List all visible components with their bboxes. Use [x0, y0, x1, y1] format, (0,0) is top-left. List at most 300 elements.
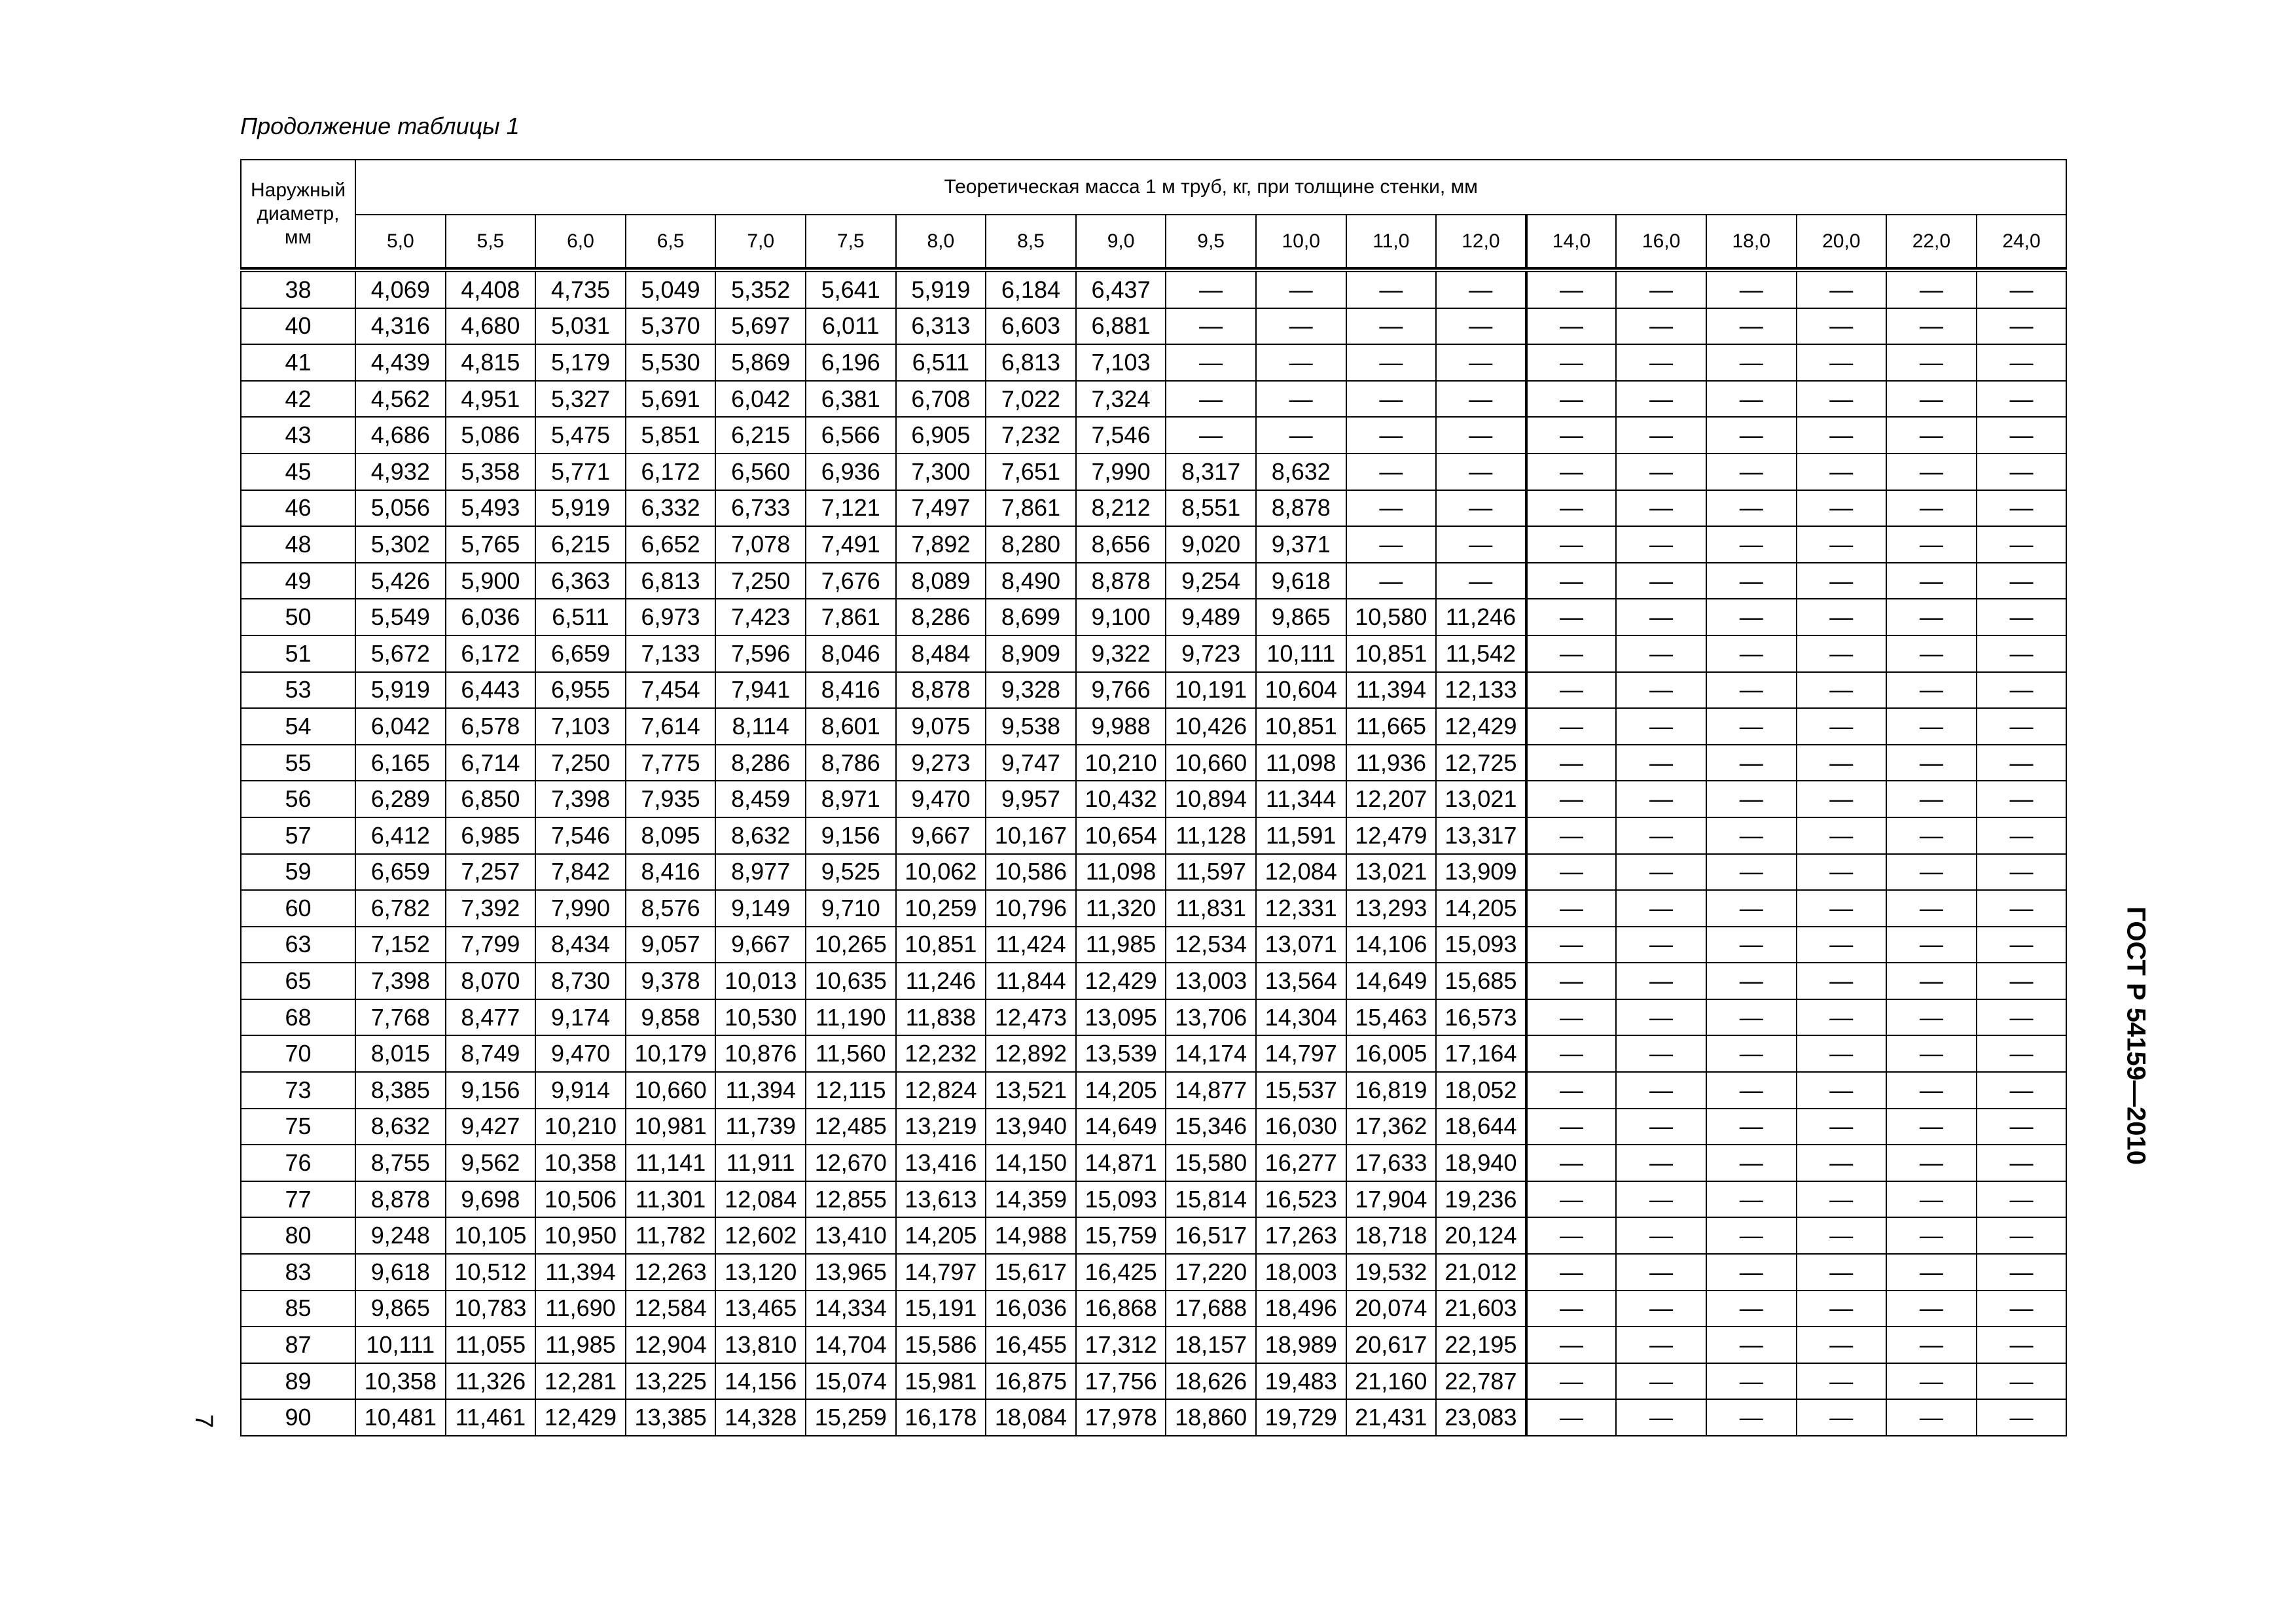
mass-cell: 9,865	[355, 1291, 446, 1327]
mass-cell: —	[1346, 270, 1437, 308]
mass-cell: 6,714	[446, 745, 536, 781]
mass-cell: 12,473	[986, 999, 1076, 1036]
mass-cell: 5,771	[535, 454, 626, 490]
thickness-header-cell: 5,5	[446, 215, 536, 268]
mass-cell: 11,844	[986, 963, 1076, 999]
mass-cell: 10,981	[626, 1109, 716, 1145]
mass-cell: 17,263	[1256, 1217, 1346, 1254]
mass-cell: 11,301	[626, 1181, 716, 1218]
mass-cell: 12,232	[896, 1035, 986, 1072]
mass-cell: —	[1977, 1217, 2067, 1254]
mass-cell: 10,191	[1166, 672, 1256, 709]
mass-cell: —	[1797, 672, 1887, 709]
mass-cell: 5,530	[626, 344, 716, 381]
thickness-header-cell: 22,0	[1886, 215, 1977, 268]
table-row	[241, 745, 2066, 781]
mass-cell: 6,215	[535, 526, 626, 563]
mass-cell: 9,766	[1076, 672, 1166, 709]
mass-cell: —	[1436, 270, 1526, 308]
mass-cell: 6,603	[986, 308, 1076, 345]
mass-cell: 5,672	[355, 635, 446, 672]
mass-table	[240, 159, 2067, 1436]
mass-cell: —	[1797, 381, 1887, 418]
mass-cell: 17,164	[1436, 1035, 1526, 1072]
mass-cell: 20,617	[1346, 1327, 1437, 1363]
mass-cell: 13,909	[1436, 854, 1526, 891]
mass-cell: —	[1977, 1363, 2067, 1400]
mass-cell: 11,665	[1346, 708, 1437, 745]
mass-cell: 13,095	[1076, 999, 1166, 1036]
mass-cell: —	[1526, 1399, 1617, 1436]
table-row	[241, 526, 2066, 563]
mass-cell: 7,152	[355, 927, 446, 963]
mass-cell: 5,056	[355, 490, 446, 527]
mass-cell: 9,075	[896, 708, 986, 745]
mass-cell: 8,070	[446, 963, 536, 999]
mass-cell: 11,320	[1076, 890, 1166, 927]
table-row	[241, 1181, 2066, 1218]
mass-cell: —	[1346, 381, 1437, 418]
mass-cell: —	[1526, 563, 1617, 599]
mass-cell: —	[1886, 454, 1977, 490]
mass-cell: 6,443	[446, 672, 536, 709]
mass-cell: 15,814	[1166, 1181, 1256, 1218]
mass-cell: 4,735	[535, 270, 626, 308]
mass-cell: 10,111	[355, 1327, 446, 1363]
mass-cell: —	[1797, 490, 1887, 527]
mass-cell: 6,196	[806, 344, 896, 381]
mass-cell: —	[1436, 344, 1526, 381]
mass-cell: 9,470	[535, 1035, 626, 1072]
mass-cell: —	[1616, 890, 1706, 927]
mass-cell: —	[1886, 599, 1977, 635]
mass-cell: 13,465	[715, 1291, 806, 1327]
mass-cell: 10,851	[896, 927, 986, 963]
table-row	[241, 417, 2066, 454]
mass-cell: —	[1977, 745, 2067, 781]
mass-cell: 18,084	[986, 1399, 1076, 1436]
mass-cell: 12,084	[1256, 854, 1346, 891]
mass-cell: 4,686	[355, 417, 446, 454]
mass-cell: —	[1977, 1327, 2067, 1363]
mass-cell: 20,124	[1436, 1217, 1526, 1254]
mass-cell: 18,989	[1256, 1327, 1346, 1363]
mass-cell: 14,205	[1436, 890, 1526, 927]
mass-cell: —	[1977, 1035, 2067, 1072]
mass-cell: —	[1977, 308, 2067, 345]
mass-cell: —	[1616, 1291, 1706, 1327]
thickness-header-cell: 10,0	[1256, 215, 1346, 268]
mass-cell: —	[1977, 1145, 2067, 1181]
mass-cell: 10,481	[355, 1399, 446, 1436]
mass-cell: —	[1706, 417, 1797, 454]
mass-cell: 10,635	[806, 963, 896, 999]
mass-cell: 11,831	[1166, 890, 1256, 927]
mass-cell: 6,313	[896, 308, 986, 345]
mass-cell: —	[1797, 1327, 1887, 1363]
mass-cell: —	[1706, 1035, 1797, 1072]
mass-cell: —	[1886, 1109, 1977, 1145]
mass-cell: 8,786	[806, 745, 896, 781]
mass-cell: 15,586	[896, 1327, 986, 1363]
mass-cell: 12,429	[1436, 708, 1526, 745]
diameter-cell: 85	[241, 1291, 355, 1327]
mass-cell: —	[1886, 854, 1977, 891]
mass-cell: 6,813	[986, 344, 1076, 381]
mass-cell: 8,878	[355, 1181, 446, 1218]
mass-cell: 19,729	[1256, 1399, 1346, 1436]
mass-cell: —	[1526, 672, 1617, 709]
thickness-header-cell: 7,0	[715, 215, 806, 268]
mass-cell: 6,184	[986, 270, 1076, 308]
mass-cell: 5,919	[896, 270, 986, 308]
mass-cell: 7,775	[626, 745, 716, 781]
mass-cell: 12,824	[896, 1072, 986, 1109]
mass-cell: —	[1526, 417, 1617, 454]
mass-cell: —	[1797, 1399, 1887, 1436]
mass-cell: 18,496	[1256, 1291, 1346, 1327]
mass-cell: —	[1886, 927, 1977, 963]
mass-cell: —	[1706, 817, 1797, 854]
diameter-cell: 87	[241, 1327, 355, 1363]
mass-cell: 16,036	[986, 1291, 1076, 1327]
mass-cell: —	[1977, 344, 2067, 381]
mass-cell: —	[1706, 963, 1797, 999]
table-row	[241, 1363, 2066, 1400]
mass-cell: 6,289	[355, 781, 446, 817]
mass-cell: 10,167	[986, 817, 1076, 854]
mass-cell: 8,977	[715, 854, 806, 891]
mass-cell: 7,941	[715, 672, 806, 709]
mass-cell: 8,286	[896, 599, 986, 635]
mass-cell: —	[1616, 1109, 1706, 1145]
mass-cell: 10,512	[446, 1254, 536, 1291]
mass-cell: 5,475	[535, 417, 626, 454]
mass-cell: 8,576	[626, 890, 716, 927]
table-row	[241, 599, 2066, 635]
mass-cell: —	[1526, 1035, 1617, 1072]
table-row	[241, 490, 2066, 527]
thickness-header-cell: 9,0	[1076, 215, 1166, 268]
diameter-cell: 60	[241, 890, 355, 927]
mass-cell: 10,265	[806, 927, 896, 963]
mass-cell: —	[1346, 526, 1437, 563]
mass-cell: —	[1256, 344, 1346, 381]
mass-cell: 11,936	[1346, 745, 1437, 781]
mass-cell: 17,362	[1346, 1109, 1437, 1145]
mass-cell: —	[1706, 563, 1797, 599]
mass-cell: 13,521	[986, 1072, 1076, 1109]
mass-cell: —	[1526, 308, 1617, 345]
mass-cell: 8,878	[1256, 490, 1346, 527]
mass-cell: 9,156	[806, 817, 896, 854]
table-row	[241, 854, 2066, 891]
mass-cell: —	[1797, 781, 1887, 817]
mass-cell: 14,797	[896, 1254, 986, 1291]
mass-cell: 7,546	[1076, 417, 1166, 454]
mass-cell: —	[1166, 270, 1256, 308]
mass-cell: 5,900	[446, 563, 536, 599]
mass-cell: 10,604	[1256, 672, 1346, 709]
mass-cell: 8,416	[626, 854, 716, 891]
mass-cell: —	[1526, 1327, 1617, 1363]
table-row	[241, 563, 2066, 599]
mass-cell: —	[1526, 817, 1617, 854]
mass-cell: —	[1616, 1254, 1706, 1291]
mass-cell: —	[1346, 563, 1437, 599]
mass-cell: —	[1436, 490, 1526, 527]
mass-cell: —	[1616, 1035, 1706, 1072]
mass-cell: —	[1706, 1109, 1797, 1145]
mass-cell: 9,254	[1166, 563, 1256, 599]
table-row	[241, 1072, 2066, 1109]
mass-cell: —	[1797, 1072, 1887, 1109]
mass-cell: 6,042	[355, 708, 446, 745]
mass-cell: 10,426	[1166, 708, 1256, 745]
mass-cell: 6,011	[806, 308, 896, 345]
mass-cell: —	[1526, 1291, 1617, 1327]
mass-cell: 12,429	[1076, 963, 1166, 999]
mass-cell: 7,103	[535, 708, 626, 745]
mass-cell: —	[1977, 526, 2067, 563]
table-row	[241, 927, 2066, 963]
mass-cell: 9,378	[626, 963, 716, 999]
diameter-cell: 41	[241, 344, 355, 381]
table-row	[241, 708, 2066, 745]
diameter-cell: 77	[241, 1181, 355, 1218]
mass-cell: 8,755	[355, 1145, 446, 1181]
mass-cell: —	[1436, 417, 1526, 454]
mass-cell: —	[1886, 526, 1977, 563]
mass-cell: 5,426	[355, 563, 446, 599]
mass-cell: —	[1886, 963, 1977, 999]
mass-cell: 8,317	[1166, 454, 1256, 490]
mass-cell: 21,603	[1436, 1291, 1526, 1327]
mass-cell: —	[1166, 417, 1256, 454]
diameter-cell: 49	[241, 563, 355, 599]
mass-cell: —	[1166, 344, 1256, 381]
mass-cell: 13,416	[896, 1145, 986, 1181]
mass-cell: —	[1526, 635, 1617, 672]
mass-cell: —	[1797, 308, 1887, 345]
mass-cell: —	[1616, 635, 1706, 672]
mass-cell: 14,156	[715, 1363, 806, 1400]
mass-cell: —	[1886, 745, 1977, 781]
diameter-cell: 89	[241, 1363, 355, 1400]
mass-cell: 9,747	[986, 745, 1076, 781]
mass-cell: —	[1886, 672, 1977, 709]
thickness-header-cell: 12,0	[1436, 215, 1526, 268]
thickness-header-cell: 7,5	[806, 215, 896, 268]
mass-cell: 12,281	[535, 1363, 626, 1400]
mass-cell: 6,437	[1076, 270, 1166, 308]
mass-cell: 10,894	[1166, 781, 1256, 817]
mass-cell: 12,479	[1346, 817, 1437, 854]
mass-cell: 7,103	[1076, 344, 1166, 381]
mass-cell: 8,699	[986, 599, 1076, 635]
mass-cell: —	[1346, 344, 1437, 381]
mass-cell: —	[1706, 526, 1797, 563]
mass-cell: 18,052	[1436, 1072, 1526, 1109]
mass-cell: 8,286	[715, 745, 806, 781]
mass-cell: 6,881	[1076, 308, 1166, 345]
mass-cell: 10,796	[986, 890, 1076, 927]
mass-cell: 7,257	[446, 854, 536, 891]
mass-cell: 10,210	[535, 1109, 626, 1145]
mass-cell: —	[1436, 526, 1526, 563]
mass-cell: —	[1886, 1217, 1977, 1254]
mass-cell: —	[1526, 1145, 1617, 1181]
mass-cell: 10,876	[715, 1035, 806, 1072]
mass-cell: 5,031	[535, 308, 626, 345]
thickness-header-cell: 18,0	[1706, 215, 1797, 268]
mass-cell: —	[1886, 1181, 1977, 1218]
thickness-header-cell: 8,5	[986, 215, 1076, 268]
thickness-header-cell: 16,0	[1616, 215, 1706, 268]
thickness-header-cell: 5,0	[355, 215, 446, 268]
mass-cell: 11,055	[446, 1327, 536, 1363]
table-row	[241, 1109, 2066, 1145]
mass-cell: 18,940	[1436, 1145, 1526, 1181]
mass-cell: 8,971	[806, 781, 896, 817]
mass-cell: 13,810	[715, 1327, 806, 1363]
table-row	[241, 672, 2066, 709]
mass-cell: 9,248	[355, 1217, 446, 1254]
mass-cell: 6,652	[626, 526, 716, 563]
mass-cell: 14,871	[1076, 1145, 1166, 1181]
mass-cell: 6,566	[806, 417, 896, 454]
mass-cell: —	[1886, 1035, 1977, 1072]
mass-cell: —	[1797, 963, 1887, 999]
mass-cell: —	[1256, 270, 1346, 308]
mass-cell: 9,489	[1166, 599, 1256, 635]
mass-cell: 11,394	[1346, 672, 1437, 709]
mass-cell: —	[1526, 1363, 1617, 1400]
mass-cell: —	[1977, 1254, 2067, 1291]
diameter-cell: 40	[241, 308, 355, 345]
mass-cell: 9,057	[626, 927, 716, 963]
mass-cell: 14,106	[1346, 927, 1437, 963]
table-row	[241, 1291, 2066, 1327]
mass-cell: 9,858	[626, 999, 716, 1036]
thickness-header-cell: 9,5	[1166, 215, 1256, 268]
mass-cell: —	[1886, 563, 1977, 599]
thickness-header-cell: 11,0	[1346, 215, 1437, 268]
mass-cell: 8,551	[1166, 490, 1256, 527]
mass-cell: 9,371	[1256, 526, 1346, 563]
mass-cell: 16,455	[986, 1327, 1076, 1363]
mass-cell: 7,300	[896, 454, 986, 490]
mass-cell: 16,819	[1346, 1072, 1437, 1109]
mass-cell: 8,632	[355, 1109, 446, 1145]
diameter-cell: 59	[241, 854, 355, 891]
mass-cell: 13,219	[896, 1109, 986, 1145]
mass-cell: 15,093	[1436, 927, 1526, 963]
mass-cell: 7,596	[715, 635, 806, 672]
mass-cell: 15,346	[1166, 1109, 1256, 1145]
mass-cell: 10,660	[1166, 745, 1256, 781]
mass-cell: 11,326	[446, 1363, 536, 1400]
mass-cell: —	[1886, 490, 1977, 527]
mass-cell: —	[1526, 1217, 1617, 1254]
mass-cell: 4,951	[446, 381, 536, 418]
mass-cell: 11,098	[1076, 854, 1166, 891]
diameter-cell: 48	[241, 526, 355, 563]
table-body	[241, 268, 2066, 1436]
mass-cell: —	[1706, 999, 1797, 1036]
mass-cell: 19,532	[1346, 1254, 1437, 1291]
mass-cell: 8,046	[806, 635, 896, 672]
diameter-cell: 63	[241, 927, 355, 963]
diameter-cell: 46	[241, 490, 355, 527]
mass-cell: —	[1706, 308, 1797, 345]
mass-cell: —	[1346, 308, 1437, 345]
thickness-header-cell: 8,0	[896, 215, 986, 268]
mass-cell: 5,086	[446, 417, 536, 454]
mass-cell: —	[1886, 344, 1977, 381]
diameter-cell: 56	[241, 781, 355, 817]
mass-cell: —	[1797, 890, 1887, 927]
mass-cell: 9,710	[806, 890, 896, 927]
mass-cell: 15,580	[1166, 1145, 1256, 1181]
mass-cell: —	[1977, 1181, 2067, 1218]
mass-cell: 16,868	[1076, 1291, 1166, 1327]
mass-cell: 10,111	[1256, 635, 1346, 672]
mass-cell: —	[1526, 745, 1617, 781]
mass-cell: 12,133	[1436, 672, 1526, 709]
mass-cell: 14,988	[986, 1217, 1076, 1254]
mass-cell: 17,756	[1076, 1363, 1166, 1400]
mass-cell: 15,074	[806, 1363, 896, 1400]
diameter-cell: 43	[241, 417, 355, 454]
mass-cell: 5,641	[806, 270, 896, 308]
mass-cell: —	[1616, 1145, 1706, 1181]
mass-cell: —	[1616, 1217, 1706, 1254]
mass-cell: —	[1977, 1399, 2067, 1436]
mass-cell: —	[1256, 308, 1346, 345]
mass-cell: 11,560	[806, 1035, 896, 1072]
table-row	[241, 270, 2066, 308]
mass-cell: —	[1706, 1072, 1797, 1109]
mass-cell: —	[1706, 672, 1797, 709]
mass-cell: 12,534	[1166, 927, 1256, 963]
mass-cell: 12,084	[715, 1181, 806, 1218]
mass-cell: 18,860	[1166, 1399, 1256, 1436]
mass-cell: 14,797	[1256, 1035, 1346, 1072]
mass-cell: —	[1977, 672, 2067, 709]
mass-cell: —	[1886, 890, 1977, 927]
mass-cell: —	[1706, 927, 1797, 963]
mass-cell: —	[1977, 417, 2067, 454]
diameter-cell: 68	[241, 999, 355, 1036]
mass-cell: 7,614	[626, 708, 716, 745]
mass-cell: 10,586	[986, 854, 1076, 891]
mass-cell: 7,990	[1076, 454, 1166, 490]
standard-title: ГОСТ Р 54159—2010	[2122, 906, 2151, 1165]
mass-cell: —	[1977, 563, 2067, 599]
mass-cell: —	[1886, 635, 1977, 672]
mass-cell: —	[1706, 454, 1797, 490]
mass-cell: 11,190	[806, 999, 896, 1036]
mass-cell: 16,517	[1166, 1217, 1256, 1254]
mass-cell: 15,191	[896, 1291, 986, 1327]
mass-cell: 10,013	[715, 963, 806, 999]
mass-cell: 7,842	[535, 854, 626, 891]
mass-cell: 12,904	[626, 1327, 716, 1363]
mass-cell: —	[1526, 344, 1617, 381]
mass-cell: 14,704	[806, 1327, 896, 1363]
diameter-cell: 70	[241, 1035, 355, 1072]
